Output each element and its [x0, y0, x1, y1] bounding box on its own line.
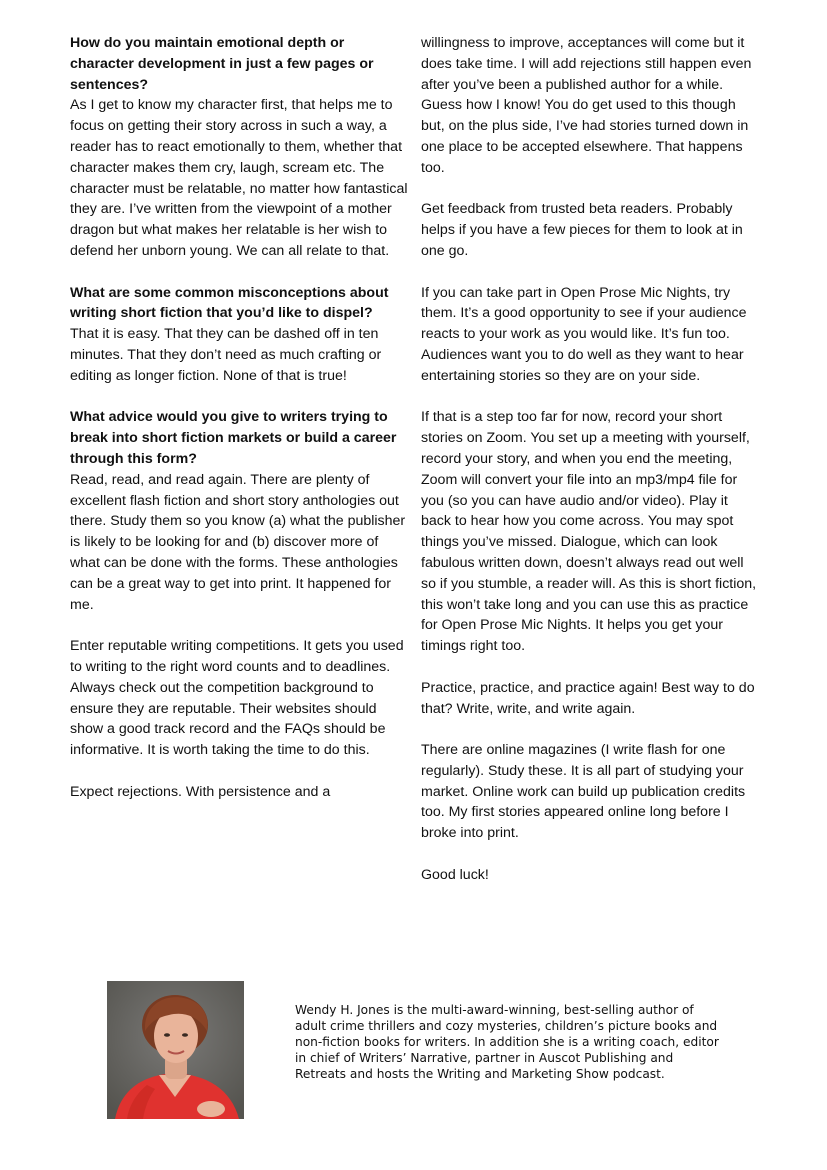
- question-misconceptions: What are some common misconceptions about writing short fiction that you’d like to dispel?: [70, 284, 389, 322]
- answer-advice-zoom: If that is a step too far for now, record your short stories on Zoom. You set up a meeting with yourself, record your story, and when you end the meeting, Zoom will convert your file into an mp3/mp4 file for you (so you can have audio and/or video). Play it back to hear how you come across. You may spot things you’ve missed. Dialogue, which can look fabulous written down, doesn’t always read out well so if you stumble, a reader will. As this is short fiction, this won’t take long and you can use this as practice for Open Prose Mic Nights. It helps you get your timings right too.: [421, 409, 757, 655]
- left-column: [70, 33, 410, 823]
- answer-advice-read: Read, read, and read again. There are plenty of excellent flash fiction and short story anthologies out there. Study them so you know (a) what the publisher is likely to be looking for and (b) discover more of what can be done with the forms. These anthologies can be a great way to get into print. It happened for me.: [70, 471, 406, 613]
- answer-advice-good-luck: Good luck!: [421, 866, 489, 883]
- right-column: [421, 33, 761, 906]
- answer-advice-open-mic: If you can take part in Open Prose Mic Nights, try them. It’s a good opportunity to see if your audience reacts to your work as you would like. It’s fun too. Audiences want you to do well as they want to hear entertaining stories so they are on your side.: [421, 284, 747, 384]
- question-emotional-depth: How do you maintain emotional depth or character development in just a few pages or sentences?: [70, 35, 374, 93]
- author-photo: [107, 981, 244, 1119]
- answer-advice-rejections-start: Expect rejections. With persistence and a: [70, 783, 331, 800]
- answer-emotional-depth: As I get to know my character first, that helps me to focus on getting their story across in such a way, a reader has to react emotionally to them, whether that character makes them cry, laugh, scream etc. The character must be relatable, no matter how fantastical they are. I’ve written from the viewpoint of a mother dragon but what makes her relatable is her wish to defend her unborn young. We can all relate to that.: [70, 97, 408, 259]
- answer-advice-competitions: Enter reputable writing competitions. It gets you used to writing to the right word counts and to deadlines. Always check out the competition background to ensure they are reputable. Their websites should show a good track record and the FAQs should be informative. It is worth taking the time to do this.: [70, 638, 404, 759]
- answer-misconceptions: That it is easy. That they can be dashed off in ten minutes. That they don’t need as much crafting or editing as longer fiction. None of that is true!: [70, 326, 382, 384]
- answer-advice-beta-readers: Get feedback from trusted beta readers. Probably helps if you have a few pieces for them to look at in one go.: [421, 201, 743, 259]
- answer-advice-rejections-end: willingness to improve, acceptances will come but it does take time. I will add rejections still happen even after you’ve been a published author for a while. Guess how I know! You do get used to this though but, on the plus side, I’ve had stories turned down in one place to be accepted elsewhere. That happens too.: [421, 35, 752, 176]
- question-advice: What advice would you give to writers trying to break into short fiction markets or build a career through this form?: [70, 409, 397, 467]
- answer-advice-practice: Practice, practice, and practice again! Best way to do that? Write, write, and write again.: [421, 679, 755, 717]
- answer-advice-online-magazines: There are online magazines (I write flash for one regularly). Study these. It is all part of studying your market. Online work can build up publication credits too. My first stories appeared online long before I broke into print.: [421, 742, 746, 842]
- author-portrait-icon: [107, 981, 244, 1119]
- author-bio: Wendy H. Jones is the multi-award-winning, best-selling author of adult crime thrillers and cozy mysteries, children’s picture books and non-fiction books for writers. In addition she is a writing coach, editor in chief of Writers’ Narrative, partner in Auscot Publishing and Retreats and hosts the Writing and Marketing Show podcast.: [295, 1003, 719, 1081]
